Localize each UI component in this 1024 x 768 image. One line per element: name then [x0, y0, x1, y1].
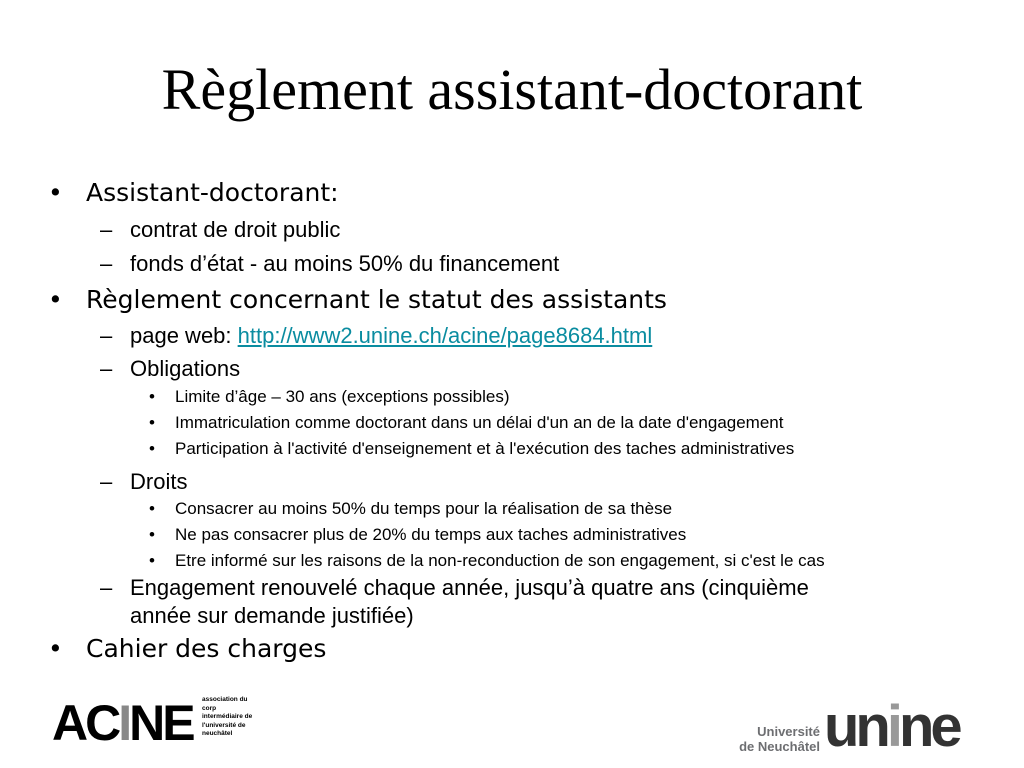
sub-sub-bullet-text: Limite d’âge – 30 ans (exceptions possibles): [175, 387, 510, 406]
bullet-marker: •: [149, 551, 155, 570]
unine-logo: [736, 690, 976, 759]
bullet-item: [48, 634, 327, 663]
sub-sub-bullet-text: Participation à l'activité d'enseignement et à l'exécution des taches administratives: [175, 439, 795, 458]
dash-marker: –: [100, 251, 113, 276]
bullet-item: [48, 285, 667, 314]
acine-letters-b: NE: [129, 695, 193, 751]
acine-logo-wordmark: [52, 695, 193, 751]
bullet-text: Règlement concernant le statut des assistants: [86, 285, 667, 314]
sub-bullet-text: Droits: [130, 469, 188, 494]
bullet-marker: •: [149, 525, 155, 544]
bullet-marker: •: [48, 285, 63, 314]
sub-bullet-item: [100, 217, 341, 243]
sub-sub-bullet-item: [149, 439, 795, 459]
sub-sub-bullet-item: [149, 387, 510, 407]
sub-bullet-continuation: [130, 603, 414, 629]
sub-bullet-item: [100, 469, 188, 495]
acine-logo: [52, 690, 272, 754]
sub-sub-bullet-item: [149, 499, 673, 519]
slide-title: Règlement assistant-doctorant: [161, 57, 863, 122]
unine-logo-wordmark: [824, 694, 959, 759]
acine-logo-subtitle: association du corp intermédiaire de l'université de neuchâtel: [202, 696, 253, 737]
sub-bullet-text: année sur demande justifiée): [130, 603, 414, 628]
sub-bullet-text: Obligations: [130, 356, 241, 381]
unine-logo-a: un: [824, 694, 887, 759]
sub-sub-bullet-text: Etre informé sur les raisons de la non-reconduction de son engagement, si c'est le cas: [175, 551, 825, 570]
sub-bullet-text: page web:: [130, 323, 238, 348]
sub-sub-bullet-text: Ne pas consacrer plus de 20% du temps aux taches administratives: [175, 525, 687, 544]
sub-bullet-item: [100, 323, 653, 349]
bullet-marker: •: [149, 439, 155, 458]
dash-marker: –: [100, 356, 113, 381]
sub-bullet-item: [100, 575, 809, 601]
sub-bullet-item: [100, 356, 241, 382]
bullet-marker: •: [48, 634, 63, 663]
sub-sub-bullet-text: Immatriculation comme doctorant dans un délai d'un an de la date d'engagement: [175, 413, 784, 432]
sub-bullet-text: fonds d’état - au moins 50% du financement: [130, 251, 560, 276]
bullet-text: Assistant-doctorant:: [86, 178, 339, 207]
web-page-link[interactable]: http://www2.unine.ch/acine/page8684.html: [237, 323, 653, 348]
acine-letters-a: AC: [52, 695, 119, 751]
dash-marker: –: [100, 469, 113, 494]
unine-logo-i: i: [886, 694, 899, 759]
unine-logo-b: ne: [898, 694, 959, 759]
sub-sub-bullet-text: Consacrer au moins 50% du temps pour la réalisation de sa thèse: [175, 499, 673, 518]
dash-marker: –: [100, 575, 113, 600]
dash-marker: –: [100, 217, 113, 242]
acine-letter-i: I: [118, 695, 130, 751]
bullet-marker: •: [149, 413, 155, 432]
sub-bullet-item: [100, 251, 560, 277]
dash-marker: –: [100, 323, 113, 348]
sub-sub-bullet-item: [149, 525, 687, 545]
bullet-item: [48, 178, 339, 207]
sub-sub-bullet-item: [149, 551, 825, 571]
sub-bullet-text: Engagement renouvelé chaque année, jusqu’à quatre ans (cinquième: [130, 575, 809, 600]
university-name: Université de Neuchâtel: [739, 724, 820, 754]
bullet-text: Cahier des charges: [86, 634, 327, 663]
sub-sub-bullet-item: [149, 413, 784, 433]
sub-bullet-text: contrat de droit public: [130, 217, 341, 242]
bullet-marker: •: [48, 178, 63, 207]
bullet-marker: •: [149, 499, 155, 518]
bullet-marker: •: [149, 387, 155, 406]
